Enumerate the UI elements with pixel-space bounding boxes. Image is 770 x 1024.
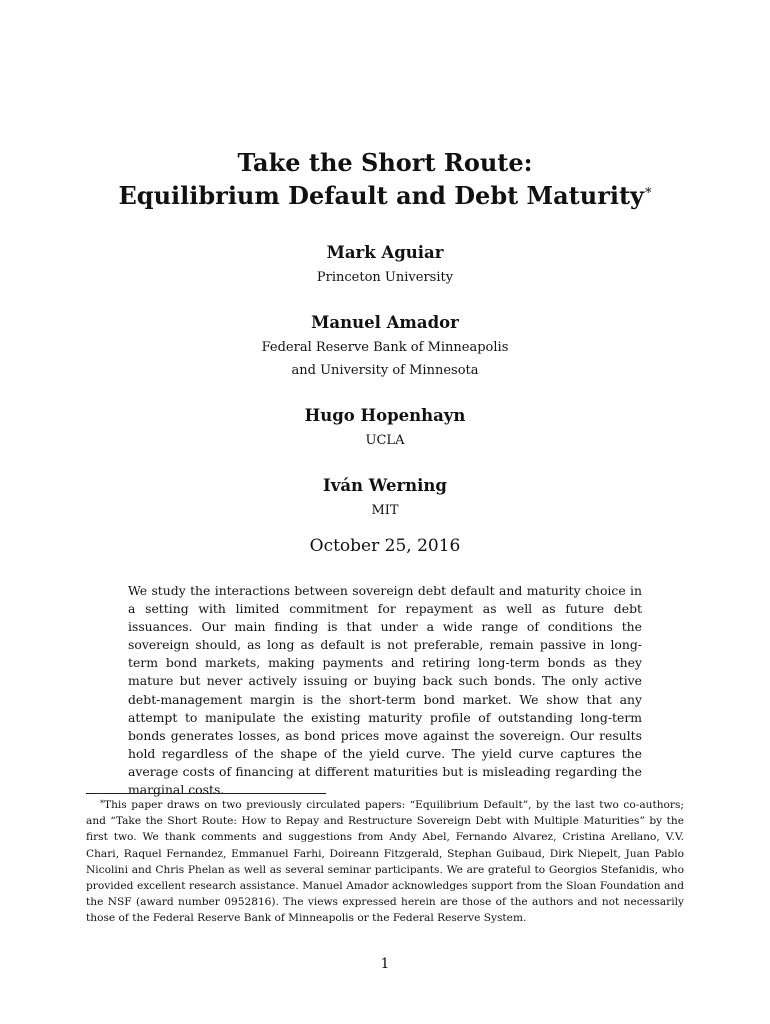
title-footnote-mark[interactable]: * [644, 186, 652, 201]
page-number: 1 [380, 956, 390, 972]
title-line-1: Take the Short Route: [237, 148, 533, 177]
author-block-werning [0, 476, 770, 522]
author-block-aguiar [0, 243, 770, 289]
footnote-mark: * [100, 799, 104, 808]
author-affiliation: Princeton University [316, 270, 454, 285]
abstract: We study the interactions between sovereign debt default and maturity choice in a setting with limited commitment for repayment as well as future debt issuances. Our main finding is that under a wide range of conditions the sovereign should, as long as default is not preferable, remain passive in long-term bond markets, making payments and retiring long-term bonds as they mature but never actively issuing or buying back such bonds. The only active debt-management margin is the short-term bond market. We show that any attempt to manipulate the existing maturity profile of outstanding long-term bonds generates losses, as bond prices move against the sovereign. Our results hold regardless of the shape of the yield curve. The yield curve captures the average costs of financing at different maturities but is misleading regarding the marginal costs. [128, 583, 642, 798]
author-block-hopenhayn [0, 406, 770, 452]
title-line-2: Equilibrium Default and Debt Maturity [118, 181, 644, 210]
author-name: Iván Werning [323, 476, 447, 495]
footnote-divider [86, 793, 326, 794]
paper-title [0, 146, 770, 212]
footnote [86, 797, 684, 927]
author-name: Hugo Hopenhayn [304, 406, 466, 425]
author-name: Manuel Amador [311, 313, 459, 332]
author-affiliation-line-2: and University of Minnesota [291, 363, 479, 378]
author-name: Mark Aguiar [326, 243, 444, 262]
author-affiliation: MIT [371, 503, 399, 518]
author-affiliation: Federal Reserve Bank of Minneapolis [261, 340, 509, 355]
author-block-amador [0, 313, 770, 382]
footnote-text: This paper draws on two previously circulated papers: “Equilibrium Default”, by the last two co-authors; and “Take the Short Route: How to Repay and Restructure Sovereign Debt with Multiple Maturities” by the first two. We thank comments and suggestions from Andy Abel, Fernando Alvarez, Cristina Arellano, V.V. Chari, Raquel Fernandez, Emmanuel Farhi, Doireann Fitzgerald, Stephan Guibaud, Dirk Niepelt, Juan Pablo Nicolini and Chris Phelan as well as several seminar participants. We are grateful to Georgios Stefanidis, who provided excellent research assistance. Manuel Amador acknowledges support from the Sloan Foundation and the NSF (award number 0952816). The views expressed herein are those of the authors and not necessarily those of the Federal Reserve Bank of Minneapolis or the Federal Reserve System. [86, 799, 684, 925]
author-affiliation: UCLA [365, 433, 405, 448]
paper-date: October 25, 2016 [309, 536, 461, 556]
